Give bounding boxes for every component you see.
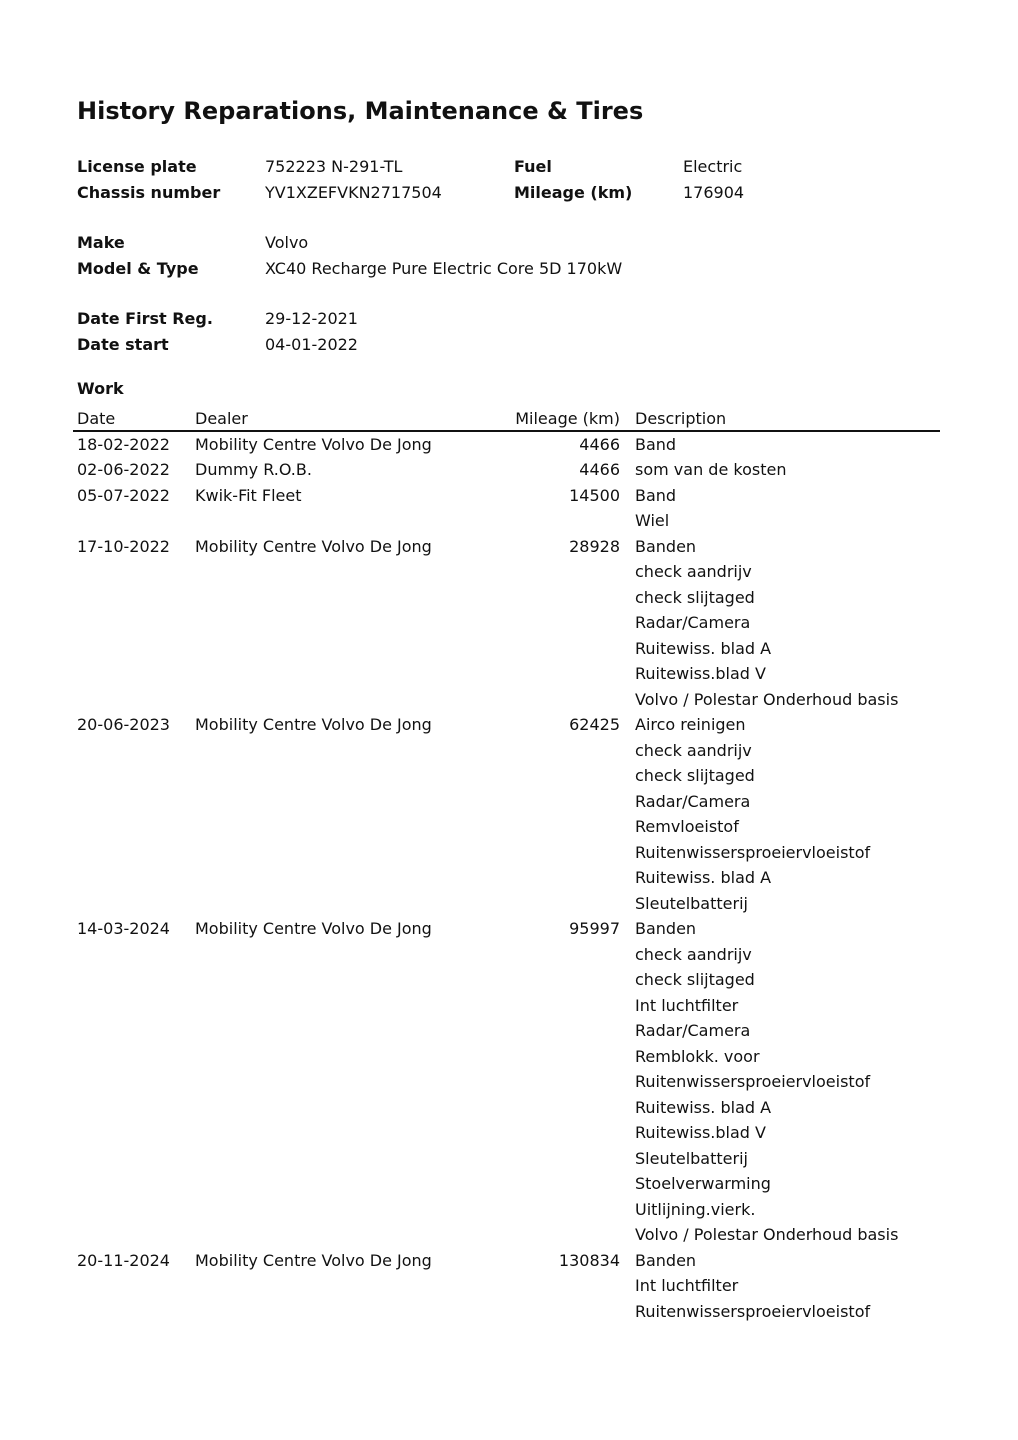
- table-row: [73, 1248, 940, 1274]
- row-mileage: 95997: [569, 919, 620, 938]
- table-row: [73, 534, 940, 560]
- row-dealer: Mobility Centre Volvo De Jong: [195, 715, 432, 734]
- info-row: [77, 332, 937, 358]
- row-description: Band: [635, 485, 677, 505]
- row-description: som van de kosten: [635, 460, 787, 479]
- page-title: History Reparations, Maintenance & Tires: [77, 97, 644, 125]
- table-row: [73, 1095, 940, 1121]
- row-description: Ruitewiss. blad A: [635, 638, 772, 658]
- row-description: Volvo / Polestar Onderhoud basis: [635, 1225, 899, 1244]
- fuel-value: Electric: [683, 157, 743, 176]
- row-description: Ruitewiss.blad V: [635, 1123, 766, 1142]
- table-row: [73, 865, 940, 891]
- row-dealer: Mobility Centre Volvo De Jong: [195, 434, 432, 454]
- column-header-dealer: Dealer: [195, 409, 248, 428]
- mileage-label: Mileage (km): [514, 182, 633, 202]
- table-row: [73, 1018, 940, 1044]
- row-mileage: 4466: [579, 460, 620, 479]
- row-description: Radar/Camera: [635, 1021, 751, 1040]
- model-value: XC40 Recharge Pure Electric Core 5D 170kW: [265, 258, 623, 278]
- row-description: Ruitenwissersproeiervloeistof: [635, 842, 871, 862]
- row-description: check aandrijv: [635, 740, 752, 760]
- table-row: [73, 1069, 940, 1095]
- work-heading: Work: [77, 379, 124, 398]
- row-description: Band: [635, 434, 677, 454]
- chassis-label: Chassis number: [77, 182, 221, 202]
- info-row: [77, 230, 937, 256]
- table-row: [73, 559, 940, 585]
- row-description: Ruitewiss.blad V: [635, 664, 766, 683]
- date-first-reg-label: Date First Reg.: [77, 309, 213, 328]
- table-row: [73, 1146, 940, 1172]
- row-description: Banden: [635, 919, 697, 938]
- date-first-reg-value: 29-12-2021: [265, 309, 358, 328]
- table-row: [73, 1120, 940, 1146]
- row-description: Ruitewiss. blad A: [635, 1097, 772, 1117]
- row-description: Banden: [635, 536, 697, 556]
- row-description: Banden: [635, 1250, 697, 1270]
- row-dealer: Mobility Centre Volvo De Jong: [195, 919, 432, 938]
- table-row: [73, 610, 940, 636]
- table-row: [73, 763, 940, 789]
- vehicle-dates-section: [77, 306, 937, 357]
- info-row: [77, 256, 937, 282]
- column-header-description: Description: [635, 409, 727, 428]
- column-header-mileage: Mileage (km): [515, 409, 620, 428]
- column-header-date: Date: [77, 409, 116, 428]
- vehicle-model-section: [77, 230, 937, 281]
- row-description: check slijtaged: [635, 970, 755, 989]
- row-date: 14-03-2024: [77, 919, 170, 938]
- row-date: 17-10-2022: [77, 536, 170, 556]
- row-description: Ruitenwissersproeiervloeistof: [635, 1301, 871, 1321]
- vehicle-id-section: [77, 154, 937, 205]
- row-mileage: 28928: [569, 536, 620, 556]
- row-description: Sleutelbatterij: [635, 893, 748, 913]
- row-description: Sleutelbatterij: [635, 1148, 748, 1168]
- table-row: [73, 967, 940, 993]
- info-row: [77, 306, 937, 332]
- table-row: [73, 993, 940, 1019]
- license-plate-label: License plate: [77, 157, 197, 176]
- table-row: [73, 916, 940, 942]
- row-description: Remblokk. voor: [635, 1046, 760, 1066]
- make-label: Make: [77, 233, 125, 252]
- row-mileage: 62425: [569, 715, 620, 734]
- row-description: Radar/Camera: [635, 613, 751, 632]
- row-date: 20-06-2023: [77, 715, 170, 734]
- table-row: [73, 432, 940, 458]
- row-dealer: Dummy R.O.B.: [195, 460, 312, 479]
- row-description: check slijtaged: [635, 587, 755, 607]
- row-description: Airco reinigen: [635, 715, 746, 734]
- table-row: [73, 585, 940, 611]
- row-mileage: 130834: [558, 1250, 620, 1270]
- row-description: Volvo / Polestar Onderhoud basis: [635, 689, 899, 709]
- table-row: [73, 508, 940, 534]
- row-description: Int luchtfilter: [635, 995, 739, 1015]
- row-date: 05-07-2022: [77, 485, 170, 505]
- row-description: Wiel: [635, 511, 670, 530]
- row-description: check aandrijv: [635, 944, 752, 964]
- mileage-value: 176904: [683, 182, 745, 202]
- table-row: [73, 636, 940, 662]
- row-date: 02-06-2022: [77, 460, 170, 479]
- row-description: Stoelverwarming: [635, 1174, 771, 1193]
- chassis-value: YV1XZEFVKN2717504: [265, 182, 442, 202]
- row-description: Radar/Camera: [635, 791, 751, 811]
- work-table-body: [73, 432, 940, 1325]
- table-row: [73, 687, 940, 713]
- row-dealer: Mobility Centre Volvo De Jong: [195, 1250, 432, 1270]
- table-row: [73, 1299, 940, 1325]
- table-row: [73, 483, 940, 509]
- row-mileage: 4466: [579, 434, 620, 454]
- info-row: [77, 154, 937, 180]
- table-row: [73, 1197, 940, 1223]
- row-description: Ruitenwissersproeiervloeistof: [635, 1072, 871, 1091]
- table-row: [73, 738, 940, 764]
- work-table-header: [73, 406, 940, 432]
- table-row: [73, 661, 940, 687]
- table-row: [73, 1171, 940, 1197]
- row-description: Int luchtfilter: [635, 1276, 739, 1295]
- model-label: Model & Type: [77, 258, 199, 278]
- table-row: [73, 1273, 940, 1299]
- work-table: [73, 406, 940, 1324]
- row-date: 18-02-2022: [77, 434, 170, 454]
- row-description: Ruitewiss. blad A: [635, 868, 772, 887]
- date-start-label: Date start: [77, 334, 169, 354]
- table-row: [73, 712, 940, 738]
- row-dealer: Kwik-Fit Fleet: [195, 485, 302, 505]
- date-start-value: 04-01-2022: [265, 334, 358, 354]
- row-dealer: Mobility Centre Volvo De Jong: [195, 536, 432, 556]
- row-mileage: 14500: [569, 485, 620, 505]
- table-row: [73, 1044, 940, 1070]
- row-description: check aandrijv: [635, 562, 752, 581]
- table-row: [73, 891, 940, 917]
- table-row: [73, 1222, 940, 1248]
- license-plate-value: 752223 N-291-TL: [265, 157, 403, 176]
- table-row: [73, 457, 940, 483]
- table-row: [73, 942, 940, 968]
- row-description: Uitlijning.vierk.: [635, 1199, 756, 1219]
- table-row: [73, 840, 940, 866]
- info-row: [77, 180, 937, 206]
- row-date: 20-11-2024: [77, 1250, 170, 1270]
- row-description: check slijtaged: [635, 766, 755, 785]
- table-row: [73, 789, 940, 815]
- fuel-label: Fuel: [514, 157, 552, 176]
- row-description: Remvloeistof: [635, 817, 739, 836]
- make-value: Volvo: [265, 233, 309, 252]
- table-row: [73, 814, 940, 840]
